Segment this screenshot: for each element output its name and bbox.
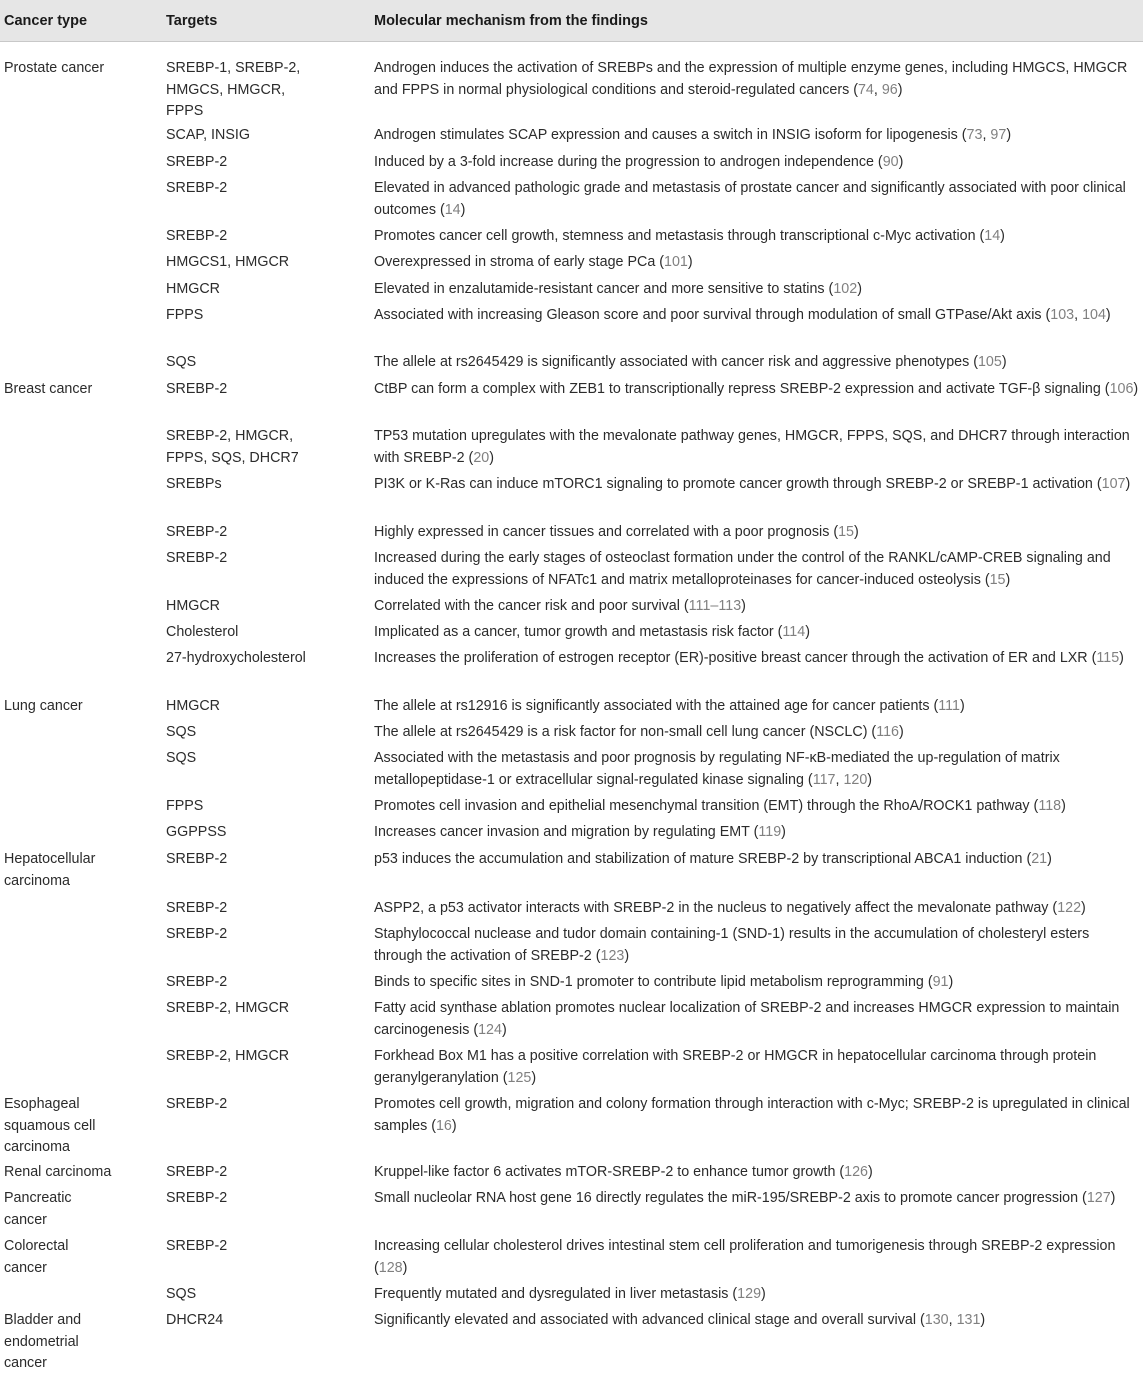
mechanism-cell <box>374 426 1140 469</box>
mechanism-cell <box>374 622 1140 644</box>
mechanism-cell <box>374 696 1140 718</box>
mechanism-text-end: ) <box>897 81 903 98</box>
reference-link[interactable]: 91 <box>932 974 949 990</box>
mechanism-cell <box>374 152 1140 174</box>
header-cancer-type: Cancer type <box>4 13 88 29</box>
mechanism-cell <box>374 972 1140 994</box>
cancer-type-cell: Breast cancer <box>4 381 93 397</box>
mechanism-text: Binds to specific sites in SND-1 promoter to contribute lipid metabolism reprogramming ( <box>374 974 933 990</box>
table-header <box>0 0 1143 42</box>
targets-cell: SREBPs <box>166 476 222 492</box>
targets-cell: SREBP-2 <box>166 524 228 540</box>
mechanism-text-end: ) <box>460 201 466 218</box>
mechanism-text-end: ) <box>960 698 965 714</box>
reference-link[interactable]: 127 <box>1086 1190 1111 1206</box>
mechanism-text: Increased during the early stages of osteoclast formation under the control of the RANKL/cAMP-CREB signaling and induced the expressions of NFATc1 and matrix metalloproteinases for cancer-induced osteolysis ( <box>374 550 1111 588</box>
targets-cell: FPPS <box>166 307 204 323</box>
reference-link[interactable]: 126 <box>844 1164 868 1180</box>
reference-link[interactable]: 105 <box>977 354 1002 370</box>
mechanism-text: ASPP2, a p53 activator interacts with SREBP-2 in the nucleus to negatively affect the mevalonate pathway ( <box>374 900 1058 916</box>
mechanism-text: Associated with the metastasis and poor prognosis by regulating NF-κB-mediated the up-regulation of matrix metallopeptidase-1 or extracellular signal-regulated kinase signaling ( <box>374 750 1060 788</box>
reference-link[interactable]: 115 <box>1096 650 1120 666</box>
reference-link[interactable]: 123 <box>600 947 625 964</box>
reference-link[interactable]: 116 <box>876 724 899 740</box>
reference-link[interactable]: 120 <box>843 771 868 788</box>
reference-link[interactable]: 106 <box>1109 381 1134 397</box>
mechanism-cell <box>374 898 1140 920</box>
mechanism-cell <box>374 998 1140 1041</box>
mechanism-cell <box>374 849 1140 871</box>
reference-link[interactable]: 21 <box>1031 851 1048 867</box>
mechanism-text: PI3K or K-Ras can induce mTORC1 signaling to promote cancer growth through SREBP-2 or SREBP-1 activation ( <box>374 476 1102 492</box>
mechanism-text-end: ) <box>1081 900 1086 916</box>
mechanism-text-end: ) <box>948 974 954 990</box>
reference-link[interactable]: 104 <box>1082 307 1106 323</box>
reference-link[interactable]: 130 <box>924 1312 949 1328</box>
mechanism-cell <box>374 279 1140 301</box>
reference-link[interactable]: 129 <box>737 1286 762 1302</box>
targets-cell: SREBP-2, HMGCR, FPPS, SQS, DHCR7 <box>166 428 299 466</box>
reference-link[interactable]: 15 <box>989 571 1006 588</box>
mechanism-text-end: ) <box>687 254 693 270</box>
mechanism-text-end: ) <box>805 624 810 640</box>
targets-cell: SREBP-2 <box>166 180 228 196</box>
reference-link[interactable]: 131 <box>956 1312 981 1328</box>
targets-cell: SREBP-2 <box>166 974 228 990</box>
mechanism-text: Increasing cellular cholesterol drives intestinal stem cell proliferation and tumorigenesis through SREBP-2 expression ( <box>374 1238 1116 1276</box>
mechanism-text-end: ) <box>854 524 859 540</box>
mechanism-text-end: ) <box>1001 354 1007 370</box>
reference-link[interactable]: 119 <box>758 824 782 840</box>
mechanism-text-end: ) <box>857 281 862 297</box>
mechanism-text-end: ) <box>1105 307 1111 323</box>
mechanism-text: p53 induces the accumulation and stabilization of mature SREBP-2 by transcriptional ABCA1 induction ( <box>374 851 1032 867</box>
reference-link[interactable]: 122 <box>1057 900 1082 916</box>
reference-link[interactable]: 73 <box>966 127 983 143</box>
mechanism-cell <box>374 352 1140 374</box>
mechanism-text-end: ) <box>868 1164 873 1180</box>
mechanism-text-end: ) <box>898 154 904 170</box>
reference-link[interactable]: 103 <box>1050 307 1075 323</box>
mechanism-text-end: ) <box>489 449 494 466</box>
mechanism-text-end: ) <box>1119 650 1124 666</box>
targets-cell: HMGCR <box>166 698 221 714</box>
mechanism-cell <box>374 1046 1140 1089</box>
mechanism-text-end: ) <box>1110 1190 1116 1206</box>
targets-cell: FPPS <box>166 798 204 814</box>
mechanism-text: Staphylococcal nuclease and tudor domain containing-1 (SND-1) results in the accumulation of cholesteryl esters through the activation of SREBP-2 ( <box>374 926 1090 964</box>
header-mechanism: Molecular mechanism from the findings <box>374 13 648 29</box>
reference-link[interactable]: 125 <box>507 1069 532 1086</box>
mechanism-text: The allele at rs12916 is significantly associated with the attained age for cancer patients ( <box>374 698 939 714</box>
targets-cell: SREBP-2 <box>166 154 228 170</box>
cancer-type-cell: Colorectal cancer <box>4 1238 69 1276</box>
reference-link[interactable]: 117 <box>812 771 836 788</box>
targets-cell: SREBP-1, SREBP-2, HMGCS, HMGCR, FPPS <box>166 60 301 119</box>
targets-cell: SREBP-2 <box>166 550 228 566</box>
targets-cell: HMGCR <box>166 281 221 297</box>
mechanism-text-end: ) <box>1005 571 1011 588</box>
mechanism-cell: Significantly elevated and associated with advanced clinical stage and overall survival (130, 131) <box>374 1312 986 1328</box>
mechanism-text: Significantly elevated and associated with advanced clinical stage and overall survival ( <box>374 1312 925 1328</box>
mechanism-text: Forkhead Box M1 has a positive correlation with SREBP-2 or HMGCR in hepatocellular carcinoma through protein geranylgeranylation ( <box>374 1048 1097 1086</box>
reference-link[interactable]: 16 <box>435 1117 452 1134</box>
cancer-type-cell: Pancreatic cancer <box>4 1190 72 1228</box>
targets-cell: SREBP-2 <box>166 900 228 916</box>
mechanism-text: CtBP can form a complex with ZEB1 to transcriptionally repress SREBP-2 expression and activate TGF-β signaling ( <box>374 381 1110 397</box>
mechanism-text-end: ) <box>624 947 630 964</box>
reference-link[interactable]: 101 <box>664 254 688 270</box>
cancer-type-cell: Lung cancer <box>4 698 83 714</box>
targets-cell: SREBP-2 <box>166 228 228 244</box>
targets-cell: DHCR24 <box>166 1312 224 1328</box>
reference-link[interactable]: 90 <box>882 154 899 170</box>
targets-cell: SCAP, INSIG <box>166 127 250 143</box>
mechanism-text: Fatty acid synthase ablation promotes nuclear localization of SREBP-2 and increases HMGCR expression to maintain carcinogenesis ( <box>374 1000 1120 1038</box>
mechanism-text-end: ) <box>501 1021 507 1038</box>
mechanism-text-end: ) <box>898 724 904 740</box>
mechanism-text-end: ) <box>980 1312 986 1328</box>
reference-link[interactable]: 102 <box>833 281 858 297</box>
reference-link[interactable]: 111 <box>938 698 960 714</box>
mechanism-text: Elevated in enzalutamide-resistant cancer and more sensitive to statins ( <box>374 281 834 297</box>
mechanism-cell <box>374 596 1140 618</box>
mechanism-text: TP53 mutation upregulates with the mevalonate pathway genes, HMGCR, FPPS, SQS, and DHCR7 through interaction with SREBP-2 ( <box>374 428 1130 466</box>
mechanism-cell <box>374 548 1140 591</box>
mechanism-text: Promotes cancer cell growth, stemness and metastasis through transcriptional c-Myc activation ( <box>374 228 985 244</box>
mechanism-cell <box>374 796 1140 818</box>
mechanism-cell <box>374 1094 1140 1137</box>
reference-link[interactable]: 14 <box>984 228 1001 244</box>
targets-cell: Cholesterol <box>166 624 239 640</box>
mechanism-text-end: ) <box>1125 476 1131 492</box>
mechanism-text-end: ) <box>781 824 786 840</box>
mechanism-cell: Androgen stimulates SCAP expression and causes a switch in INSIG isoform for lipogenesis (73, 97) <box>374 127 1012 143</box>
mechanism-cell <box>374 1236 1140 1279</box>
targets-cell: 27-hydroxycholesterol <box>166 650 306 666</box>
reference-link[interactable]: 96 <box>881 81 898 98</box>
mechanism-cell <box>374 722 1140 744</box>
reference-link[interactable]: 74 <box>857 81 874 98</box>
cancer-type-cell: Bladder and endometrial cancer <box>4 1312 82 1371</box>
reference-link[interactable]: 97 <box>990 127 1007 143</box>
mechanism-text: Overexpressed in stroma of early stage PCa ( <box>374 254 665 270</box>
reference-link[interactable]: 111–113 <box>688 598 742 614</box>
targets-cell: SREBP-2 <box>166 926 228 942</box>
targets-cell: SREBP-2, HMGCR <box>166 1048 290 1064</box>
reference-link[interactable]: 20 <box>473 449 490 466</box>
mechanism-text-end: ) <box>531 1069 537 1086</box>
mechanism-cell <box>374 1284 1140 1306</box>
mechanism-text-end: ) <box>451 1117 457 1134</box>
mechanism-text: The allele at rs2645429 is a risk factor for non-small cell lung cancer (NSCLC) ( <box>374 724 877 740</box>
reference-link[interactable]: 14 <box>444 201 461 218</box>
mechanism-text: Associated with increasing Gleason score and poor survival through modulation of small GTPase/Akt axis ( <box>374 307 1051 323</box>
mechanism-cell: Associated with the metastasis and poor prognosis by regulating NF-κB-mediated the up-regulation of matrix metallopeptidase-1 or extracellular signal-regulated kinase signaling (117, 120) <box>374 750 1060 788</box>
mechanism-text: Increases cancer invasion and migration by regulating EMT ( <box>374 824 759 840</box>
mechanism-text-end: ) <box>1000 228 1005 244</box>
mechanism-cell: Associated with increasing Gleason score and poor survival through modulation of small GTPase/Akt axis (103, 104) <box>374 307 1111 323</box>
mechanism-text-end: ) <box>761 1286 766 1302</box>
mechanism-text: Implicated as a cancer, tumor growth and metastasis risk factor ( <box>374 624 783 640</box>
targets-cell: SREBP-2, HMGCR <box>166 1000 290 1016</box>
mechanism-text: Small nucleolar RNA host gene 16 directly regulates the miR-195/SREBP-2 axis to promote cancer progression ( <box>374 1190 1087 1206</box>
targets-cell: SQS <box>166 354 197 370</box>
mechanism-text: Kruppel-like factor 6 activates mTOR-SREBP-2 to enhance tumor growth ( <box>374 1164 845 1180</box>
mechanism-text: Frequently mutated and dysregulated in liver metastasis ( <box>374 1286 738 1302</box>
mechanism-text-end: ) <box>1133 381 1139 397</box>
targets-cell: GGPPSS <box>166 824 227 840</box>
mechanism-cell <box>374 178 1140 221</box>
mechanism-text: Elevated in advanced pathologic grade and metastasis of prostate cancer and significantly associated with poor clinical outcomes ( <box>374 180 1126 218</box>
targets-cell: HMGCR <box>166 598 221 614</box>
targets-cell: SREBP-2 <box>166 381 228 397</box>
targets-cell: SREBP-2 <box>166 1096 228 1112</box>
mechanism-text: Correlated with the cancer risk and poor survival ( <box>374 598 689 614</box>
mechanism-text: Promotes cell invasion and epithelial mesenchymal transition (EMT) through the RhoA/ROCK1 pathway ( <box>374 798 1039 814</box>
mechanism-text-end: ) <box>867 771 873 788</box>
mechanism-cell <box>374 474 1140 496</box>
targets-cell: SREBP-2 <box>166 1164 228 1180</box>
targets-cell: SREBP-2 <box>166 1238 228 1254</box>
mechanism-cell <box>374 252 1140 274</box>
mechanism-cell <box>374 226 1140 248</box>
mechanism-cell <box>374 379 1140 401</box>
mechanism-cell <box>374 1162 1140 1184</box>
cancer-type-cell: Esophageal squamous cell carcinoma <box>4 1096 96 1155</box>
reference-link[interactable]: 114 <box>782 624 806 640</box>
mechanism-cell <box>374 822 1140 844</box>
cancer-type-cell: Hepatocellular carcinoma <box>4 851 96 889</box>
targets-cell: SQS <box>166 1286 197 1302</box>
mechanism-cell <box>374 1188 1140 1210</box>
reference-link[interactable]: 118 <box>1038 798 1062 814</box>
mechanism-text-end: ) <box>741 598 746 614</box>
mechanism-text: Androgen induces the activation of SREBPs and the expression of multiple enzyme genes, including HMGCS, HMGCR and FPPS in normal physiological conditions and steroid-regulated cancers ( <box>374 60 1128 98</box>
mechanism-text: Induced by a 3-fold increase during the progression to androgen independence ( <box>374 154 883 170</box>
mechanism-text: Androgen stimulates SCAP expression and causes a switch in INSIG isoform for lipogenesis ( <box>374 127 967 143</box>
mechanism-text: Highly expressed in cancer tissues and correlated with a poor prognosis ( <box>374 524 839 540</box>
cancer-type-cell: Renal carcinoma <box>4 1164 112 1180</box>
mechanism-cell <box>374 648 1140 670</box>
targets-cell: SREBP-2 <box>166 1190 228 1206</box>
cancer-type-cell: Prostate cancer <box>4 60 105 76</box>
targets-cell: HMGCS1, HMGCR <box>166 254 290 270</box>
mechanism-text-end: ) <box>1006 127 1012 143</box>
reference-link[interactable]: 124 <box>478 1021 502 1038</box>
targets-cell: SQS <box>166 750 197 766</box>
mechanism-text: The allele at rs2645429 is significantly associated with cancer risk and aggressive phenotypes ( <box>374 354 978 370</box>
reference-link[interactable]: 107 <box>1101 476 1126 492</box>
targets-cell: SQS <box>166 724 197 740</box>
mechanism-text-end: ) <box>1047 851 1052 867</box>
header-targets: Targets <box>166 13 218 29</box>
targets-cell: SREBP-2 <box>166 851 228 867</box>
mechanism-text-end: ) <box>1061 798 1066 814</box>
mechanism-cell <box>374 924 1140 967</box>
mechanism-text: Promotes cell growth, migration and colony formation through interaction with c-Myc; SREBP-2 is upregulated in clinical samples ( <box>374 1096 1130 1134</box>
reference-link[interactable]: 128 <box>378 1259 403 1276</box>
mechanism-cell: Androgen induces the activation of SREBPs and the expression of multiple enzyme genes, including HMGCS, HMGCR and FPPS in normal physiological conditions and steroid-regulated cancers (74, 96) <box>374 60 1128 98</box>
mechanism-text: Increases the proliferation of estrogen receptor (ER)-positive breast cancer through the activation of ER and LXR ( <box>374 650 1097 666</box>
mechanism-text-end: ) <box>402 1259 408 1276</box>
mechanism-cell <box>374 522 1140 544</box>
reference-link[interactable]: 15 <box>838 524 854 540</box>
